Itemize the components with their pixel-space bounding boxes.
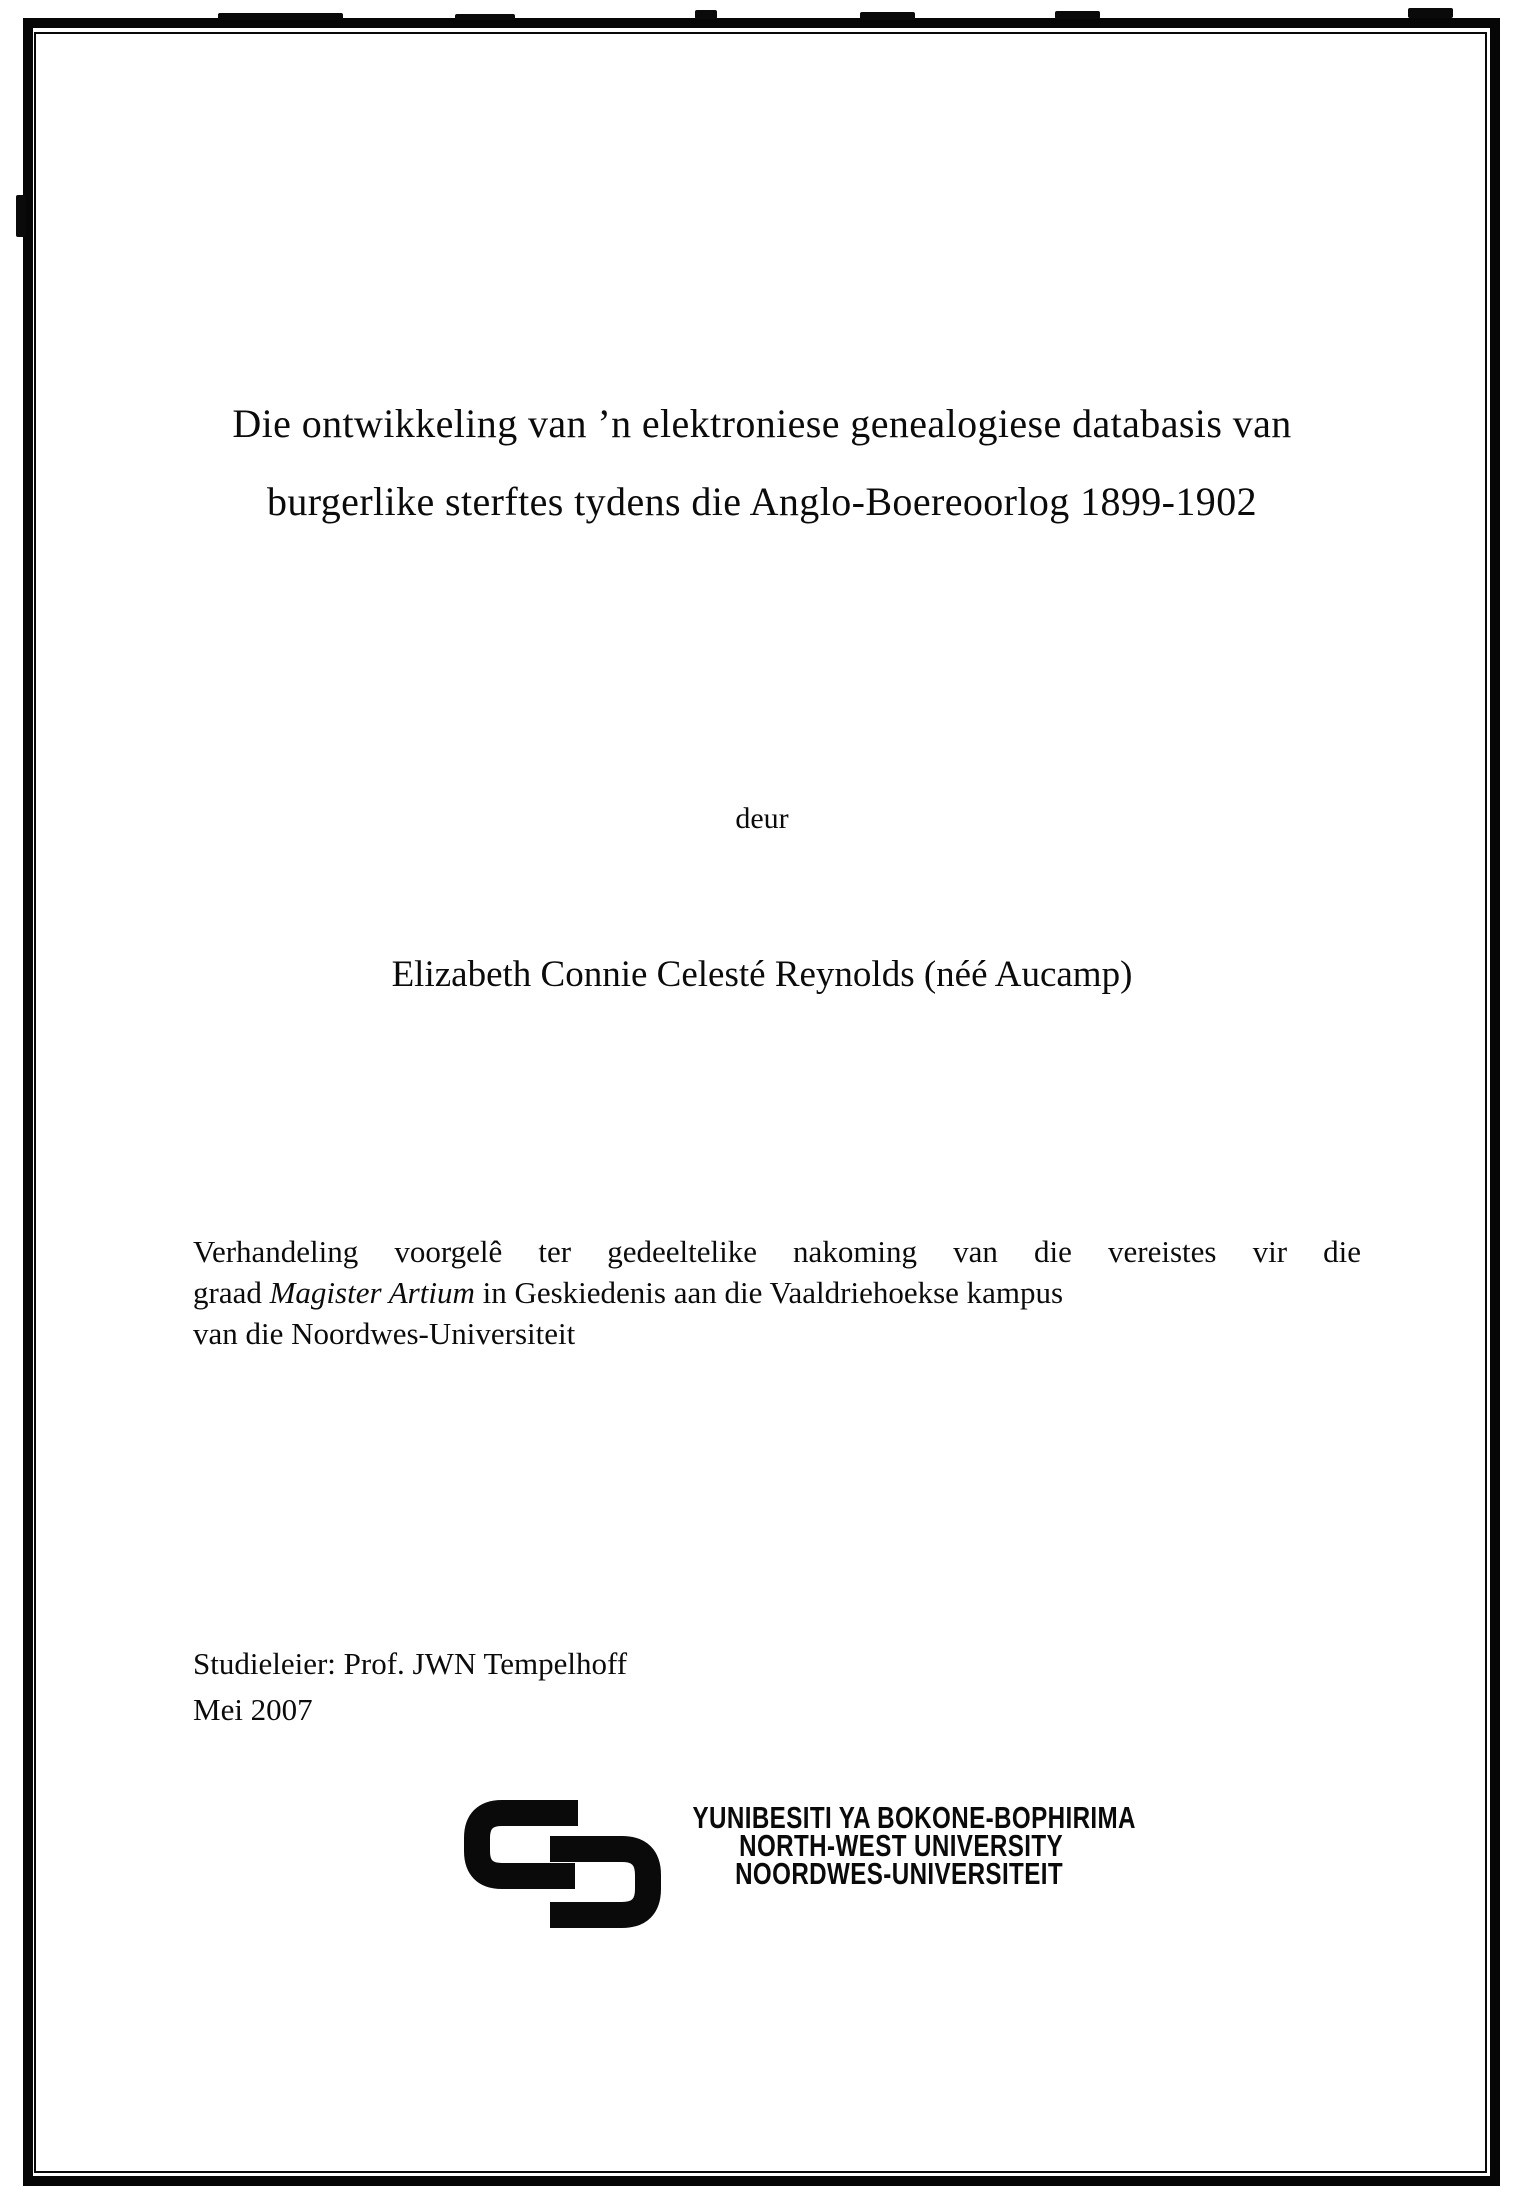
logo-text-setswana: YUNIBESITI YA BOKONE-BOPHIRIMA [692, 1800, 1136, 1835]
nwu-logo-mark-icon [462, 1798, 662, 1933]
scan-artifact [218, 13, 343, 20]
author-name: Elizabeth Connie Celesté Reynolds (néé Aucamp) [391, 954, 1133, 995]
byline: deur [735, 802, 789, 835]
supervisor-line: Studieleier: Prof. JWN Tempelhoff [193, 1646, 628, 1681]
scan-artifact [1055, 11, 1100, 19]
logo-text-afrikaans: NOORDWES-UNIVERSITEIT [735, 1856, 1063, 1891]
university-logo-text [692, 1800, 1136, 1891]
thesis-title-line2: burgerlike sterftes tydens die Anglo-Boereoorlog 1899-1902 [266, 479, 1258, 524]
thesis-title [36, 385, 1488, 541]
scan-artifact [1408, 8, 1453, 18]
degree-statement-line1: Verhandeling voorgelê ter gedeeltelike nakoming van die vereistes vir die [193, 1234, 1361, 1269]
scan-artifact [455, 14, 515, 20]
logo-text-english: NORTH-WEST UNIVERSITY [739, 1828, 1063, 1863]
degree-statement-line2-prefix: graad [193, 1275, 270, 1310]
degree-statement [193, 1231, 1361, 1354]
scan-artifact [16, 195, 26, 237]
degree-statement-line3: van die Noordwes-Universiteit [193, 1316, 576, 1351]
degree-statement-line2 [193, 1272, 1361, 1313]
degree-statement-line2-suffix: in Geskiedenis aan die Vaaldriehoekse kampus [474, 1275, 1064, 1310]
scan-artifact [860, 12, 915, 20]
supervisor-block [193, 1641, 627, 1733]
date-line: Mei 2007 [193, 1692, 313, 1727]
degree-name-italic: Magister Artium [269, 1275, 475, 1310]
thesis-title-line1: Die ontwikkeling van ’n elektroniese genealogiese databasis van [232, 401, 1292, 446]
scan-artifact [695, 10, 717, 19]
